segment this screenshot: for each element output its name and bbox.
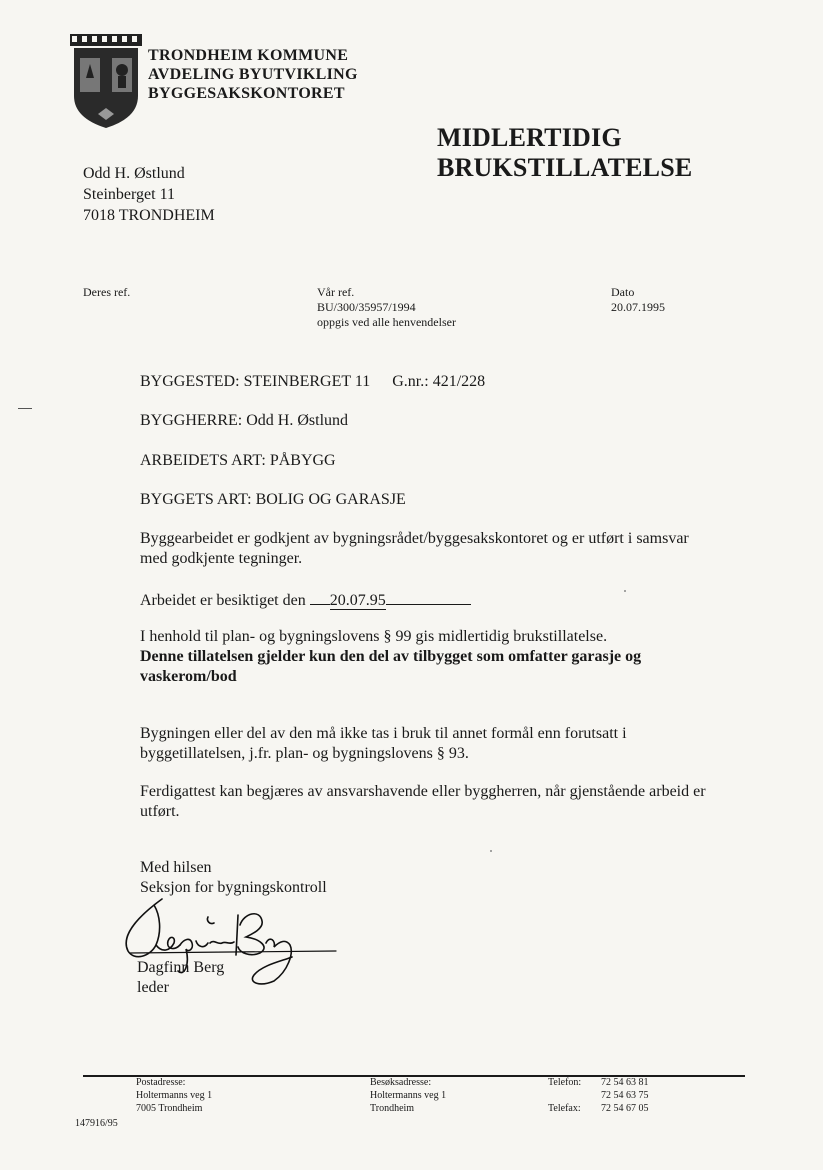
- contact-labels: [548, 1076, 581, 1115]
- byggherre-value: Odd H. Østlund: [246, 412, 349, 429]
- section-name: Seksjon for bygningskontroll: [140, 879, 327, 896]
- org-line-2: AVDELING BYUTVIKLING: [148, 66, 358, 83]
- visiting-city: Trondheim: [370, 1103, 415, 1114]
- phone-2: 72 54 63 75: [601, 1090, 649, 1101]
- scan-speck: [490, 850, 492, 852]
- approval-paragraph: [140, 529, 760, 569]
- certificate-line-2: utført.: [140, 803, 180, 820]
- byggets-label: BYGGETS ART:: [140, 491, 252, 508]
- visiting-label: Besøksadresse:: [370, 1077, 432, 1088]
- closing: [140, 858, 760, 898]
- signer-name: Dagfinn Berg: [137, 959, 225, 976]
- date-label: Dato: [611, 285, 635, 299]
- inspection-line: [140, 590, 760, 611]
- title-line-1: MIDLERTIDIG: [437, 123, 622, 152]
- recipient-street: Steinberget 11: [83, 186, 175, 203]
- margin-mark: [18, 408, 32, 409]
- arbeidets-label: ARBEIDETS ART:: [140, 452, 266, 469]
- deres-ref-label: Deres ref.: [83, 285, 131, 299]
- certificate-line-1: Ferdigattest kan begjæres av ansvarshavende eller byggherren, når gjenstående arbeid er: [140, 783, 706, 800]
- scan-speck: [624, 590, 626, 592]
- var-ref-label: Vår ref.: [317, 285, 355, 299]
- recipient-name: Odd H. Østlund: [83, 165, 185, 182]
- document-title: [437, 123, 692, 183]
- arbeidets-value: PÅBYGG: [269, 452, 336, 469]
- approval-line-2: med godkjente tegninger.: [140, 550, 303, 567]
- gnr-label: G.nr.:: [392, 373, 429, 390]
- postal-street: Holtermanns veg 1: [136, 1090, 213, 1101]
- permit-line-1: I henhold til plan- og bygningslovens § 99 gis midlertidig brukstillatelse.: [140, 628, 608, 645]
- org-line-3: BYGGESAKSKONTORET: [148, 85, 345, 102]
- usage-line-2: byggetillatelsen, j.fr. plan- og bygningslovens § 93.: [140, 745, 469, 762]
- var-ref-value: BU/300/35957/1994: [317, 300, 416, 314]
- signer: [137, 958, 224, 998]
- recipient-city: 7018 TRONDHEIM: [83, 207, 215, 224]
- telefax-label: Telefax:: [548, 1103, 581, 1114]
- visiting-address: [370, 1076, 446, 1115]
- var-ref-note: oppgis ved alle henvendelser: [317, 315, 456, 329]
- permit-bold-line-2: vaskerom/bod: [140, 668, 237, 685]
- byggested-value: STEINBERGET 11: [243, 373, 371, 390]
- inspection-date: 20.07.95: [329, 592, 386, 609]
- deres-ref: [83, 285, 130, 300]
- postal-address: [136, 1076, 212, 1115]
- postal-label: Postadresse:: [136, 1077, 186, 1088]
- permit-paragraph: [140, 627, 760, 687]
- certificate-paragraph: [140, 782, 760, 822]
- greeting: Med hilsen: [140, 859, 212, 876]
- signer-title: leder: [137, 979, 169, 996]
- var-ref: [317, 285, 456, 330]
- approval-line-1: Byggearbeidet er godkjent av bygningsrådet/byggesakskontoret og er utført i samsvar: [140, 530, 689, 547]
- recipient-address: [83, 163, 215, 226]
- permit-bold-line-1: Denne tillatelsen gjelder kun den del av tilbygget som omfatter garasje og: [140, 648, 642, 665]
- telefon-label: Telefon:: [548, 1077, 582, 1088]
- fax-number: 72 54 67 05: [601, 1103, 649, 1114]
- document-number: 147916/95: [75, 1118, 118, 1129]
- postal-city: 7005 Trondheim: [136, 1103, 203, 1114]
- title-line-2: BRUKSTILLATELSE: [437, 153, 693, 182]
- visiting-street: Holtermanns veg 1: [370, 1090, 447, 1101]
- byggets-value: BOLIG OG GARASJE: [255, 491, 406, 508]
- byggested-field: [140, 372, 760, 392]
- date-ref: [611, 285, 665, 315]
- usage-line-1: Bygningen eller del av den må ikke tas i bruk til annet formål enn forutsatt i: [140, 725, 627, 742]
- byggets-art-field: [140, 490, 760, 510]
- arbeidets-art-field: [140, 451, 760, 471]
- organization-name: [148, 46, 358, 103]
- coat-of-arms-icon: [66, 34, 146, 130]
- byggested-label: BYGGESTED:: [140, 373, 240, 390]
- byggherre-field: [140, 411, 760, 431]
- phone-1: 72 54 63 81: [601, 1077, 649, 1088]
- date-value: 20.07.1995: [611, 300, 665, 314]
- org-line-1: TRONDHEIM KOMMUNE: [148, 47, 349, 64]
- gnr-value: 421/228: [432, 373, 486, 390]
- inspection-label: Arbeidet er besiktiget den: [140, 592, 306, 609]
- usage-paragraph: [140, 724, 760, 764]
- contact-numbers: [601, 1076, 649, 1115]
- byggherre-label: BYGGHERRE:: [140, 412, 243, 429]
